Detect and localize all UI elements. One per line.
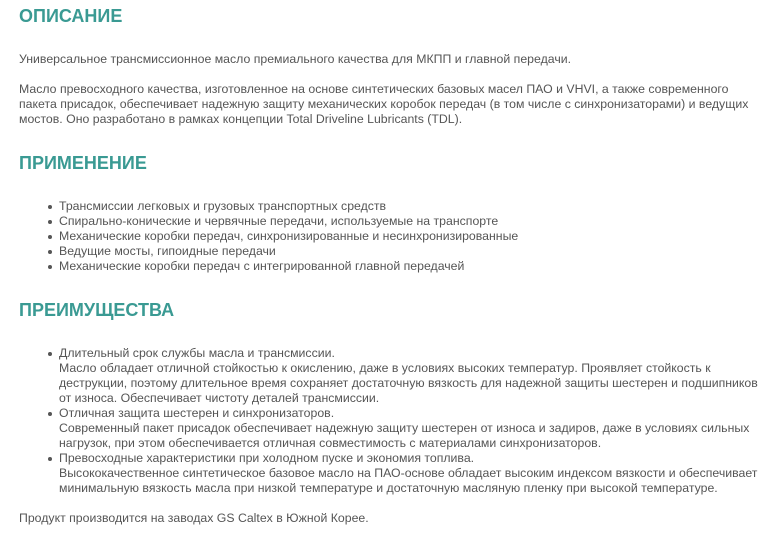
footer-text: Продукт производится на заводах GS Caltex в Южной Корее. [19, 511, 369, 525]
list-item: Механические коробки передач, синхронизированные и несинхронизированные [59, 229, 767, 244]
list-item: Спирально-конические и червячные передачи, используемые на транспорте [59, 214, 767, 229]
description-intro: Универсальное трансмиссионное масло премиального качества для МКПП и главной передачи. [19, 52, 572, 66]
description-heading: ОПИСАНИЕ [19, 6, 123, 26]
list-item [59, 406, 767, 451]
advantage-title: Длительный срок службы масла и трансмиссии. [59, 346, 335, 360]
description-body: Масло превосходного качества, изготовленное на основе синтетических базовых масел ПАО и VHVI, а также современного пакета присадок, обеспечивает надежную защиту механических коробок передач (в том числе с синхронизаторами) и ведущих мостов. Оно разработано в рамках концепции Total Driveline Lubricants (TDL). [19, 82, 749, 126]
advantage-title: Превосходные характеристики при холодном пуске и экономия топлива. [59, 451, 475, 465]
list-item [59, 346, 767, 406]
list-item [59, 451, 767, 496]
list-item: Ведущие мосты, гипоидные передачи [59, 244, 767, 259]
list-item: Трансмиссии легковых и грузовых транспортных средств [59, 199, 767, 214]
advantage-title: Отличная защита шестерен и синхронизаторов. [59, 406, 335, 420]
advantage-text: Высококачественное синтетическое базовое масло на ПАО-основе обладает высоким индексом вязкости и обеспечивает минимальную вязкость масла при низкой температуре и достаточную масляную пленку при высокой температуре. [59, 466, 758, 495]
list-item: Механические коробки передач с интегрированной главной передачей [59, 259, 767, 274]
advantage-text: Масло обладает отличной стойкостью к окислению, даже в условиях высоких температур. Проявляет стойкость к деструкции, поэтому длительное время сохраняет достаточную вязкость для надежной защиты шестерен и подшипников от износа. Обеспечивает чистоту деталей трансмиссии. [59, 361, 758, 405]
advantage-text: Современный пакет присадок обеспечивает надежную защиту шестерен от износа и задиров, даже в условиях сильных нагрузок, при этом обеспечивается отличная совместимость с материалами синхронизаторов. [59, 421, 750, 450]
application-list [19, 199, 767, 274]
application-heading: ПРИМЕНЕНИЕ [19, 153, 147, 173]
advantages-list [19, 346, 767, 496]
advantages-heading: ПРЕИМУЩЕСТВА [19, 300, 175, 320]
